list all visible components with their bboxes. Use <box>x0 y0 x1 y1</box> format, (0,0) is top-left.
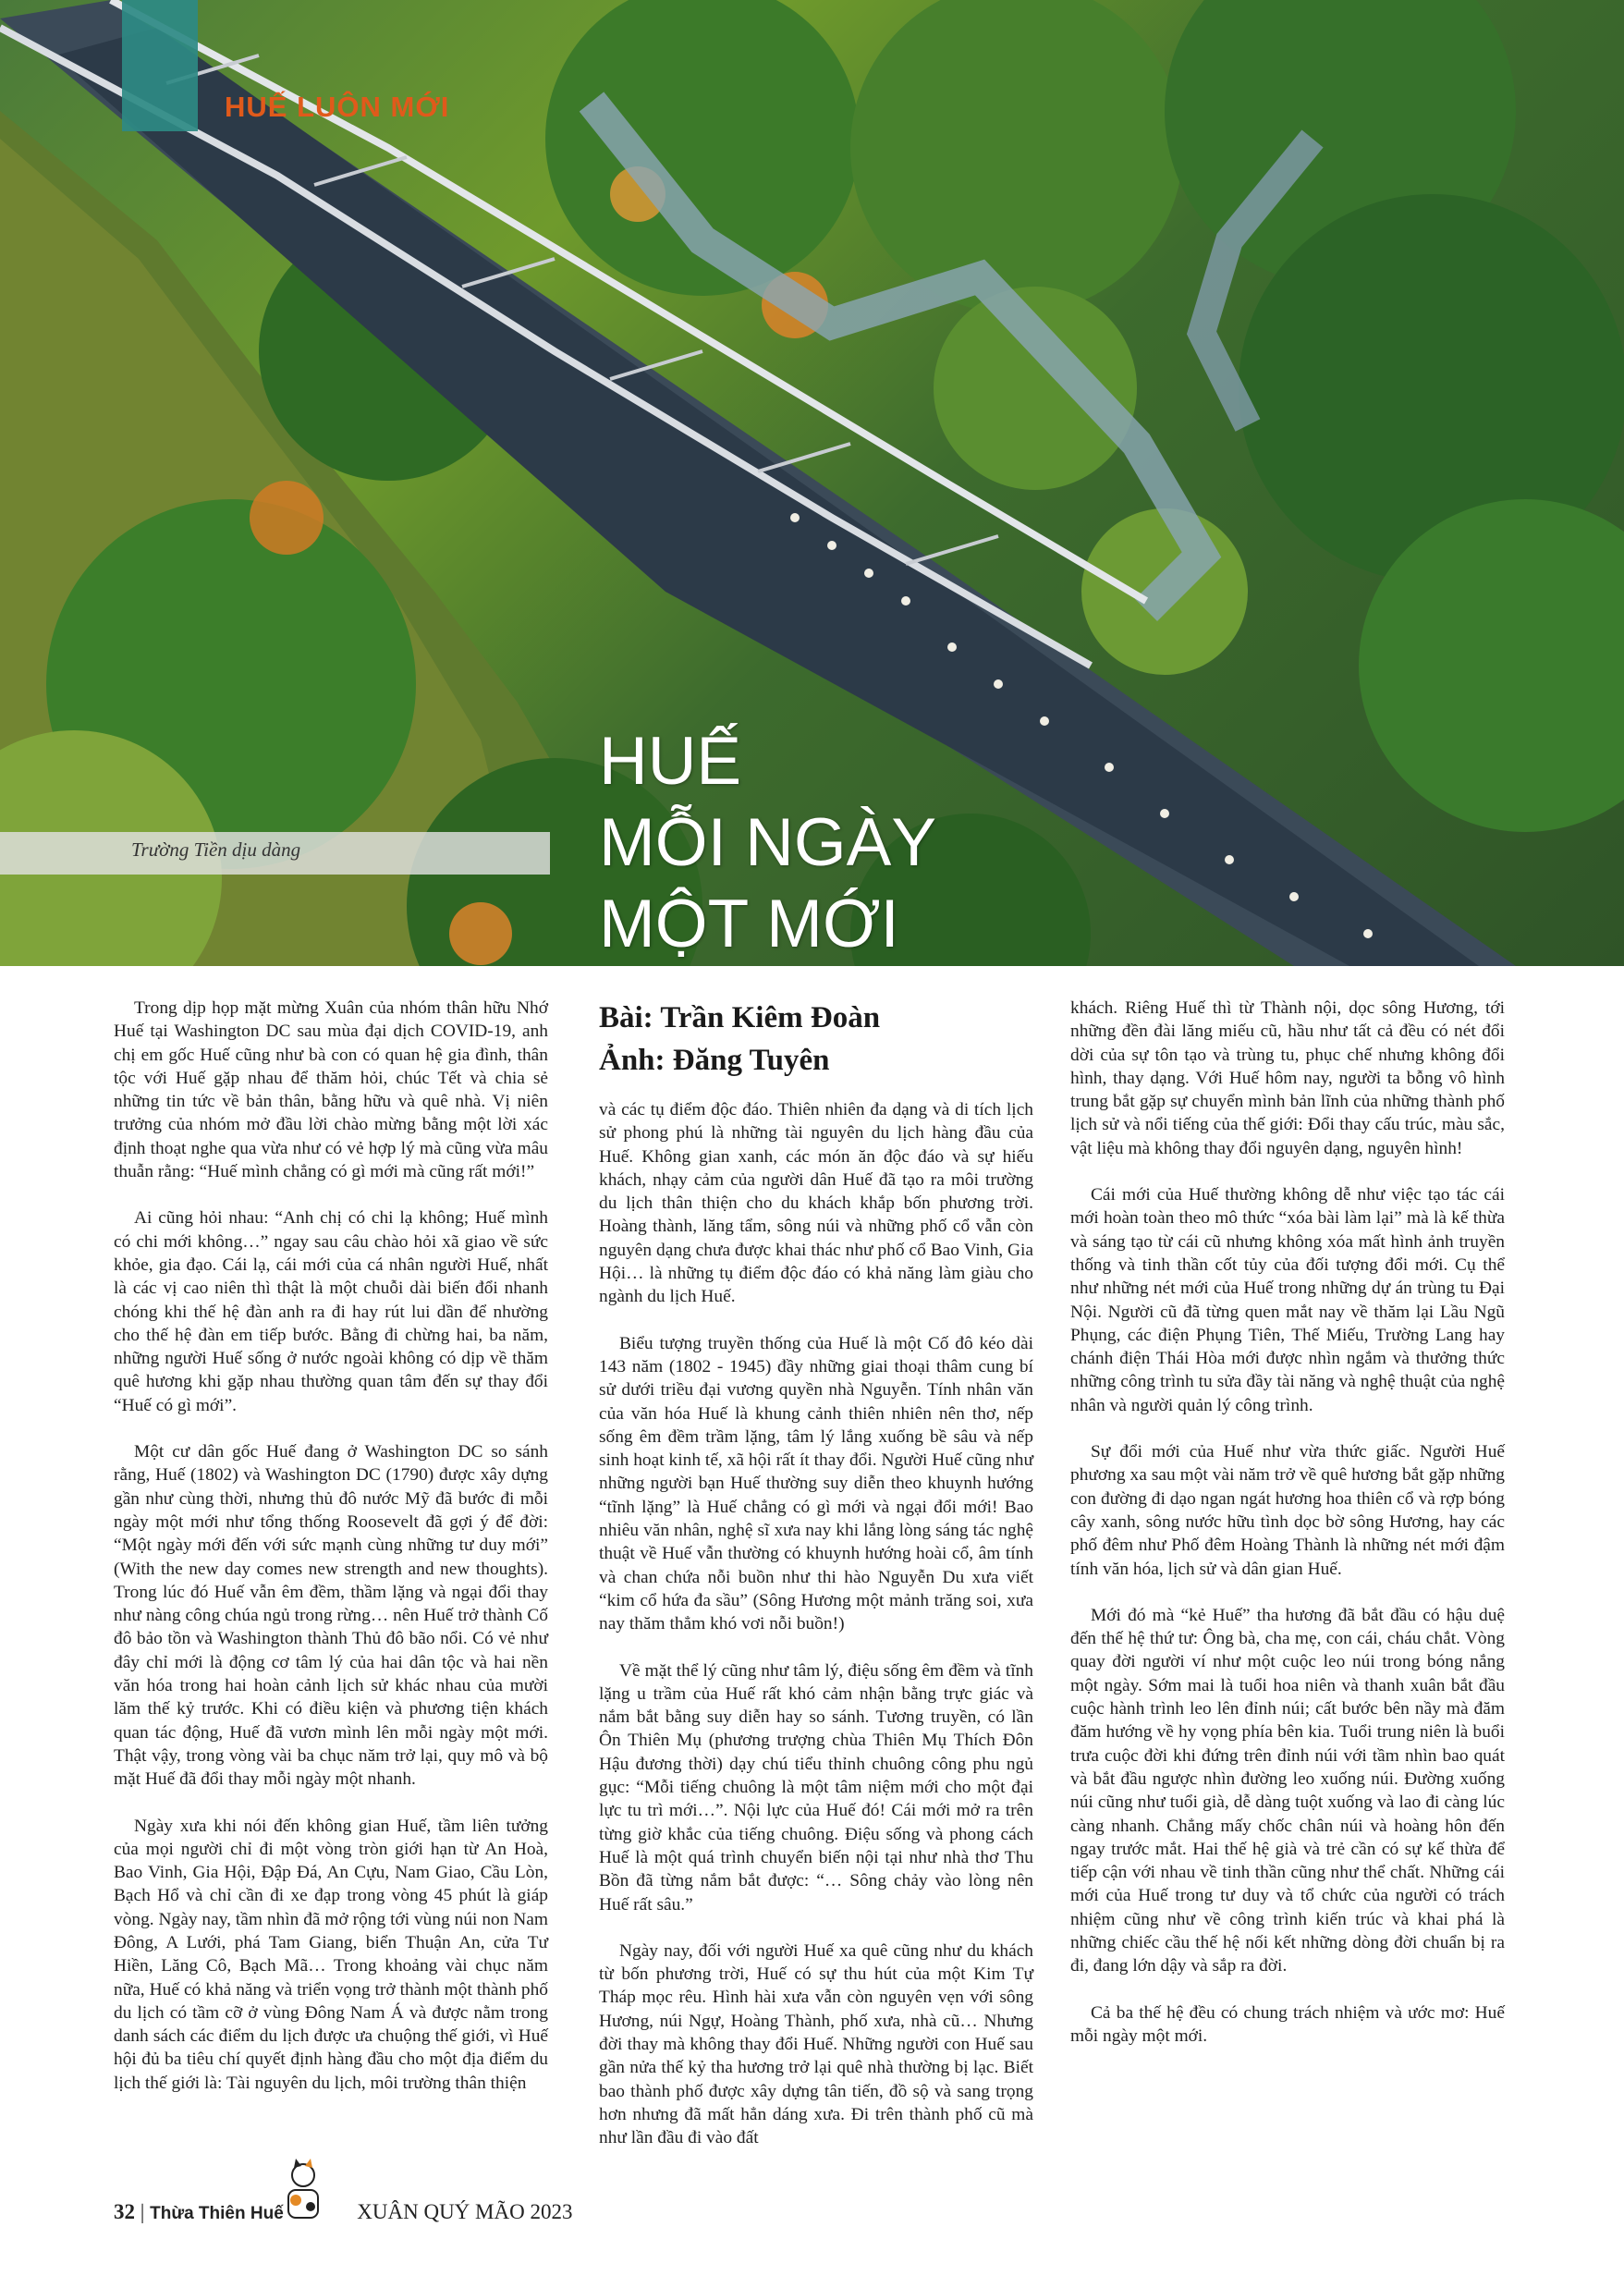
section-label: HUẾ LUÔN MỚI <box>225 91 450 123</box>
headline-line-2: MỖI NGÀY <box>599 805 937 880</box>
paragraph: và các tụ điểm độc đáo. Thiên nhiên đa dạng và di tích lịch sử phong phú là những tài nguyên du lịch hàng đầu của Huế. Không gian xanh, các món ăn độc đáo và sự hiếu khách, nhạy cảm của người dân Huế đã tạo ra môi trường du lịch thân thiện cho du khách khắp bốn phương trời. Hoàng thành, lăng tẩm, sông núi và những phố cổ vẫn còn nguyên dạng chưa được khai thác như phố cổ Bao Vinh, Gia Hội… là những tụ điểm độc đáo có khả năng làm giàu cho ngành du lịch Huế. <box>599 1100 1033 1307</box>
magazine-name: Thừa Thiên Huế <box>150 2204 284 2223</box>
paragraph: Sự đổi mới của Huế như vừa thức giấc. Người Huế phương xa sau một vài năm trở về quê hương bắt gặp những con đường đi dạo ngan ngát hương hoa thiên cổ và rợp bóng cây xanh, sông nước hữu tình dọc bờ sông Hương, hay các phố đêm như Phố đêm Hoàng Thành là những nét mới đậm tính văn hóa, lịch sử và dân gian Huế. <box>1070 1442 1505 1579</box>
article-column-3 <box>1070 997 1505 2071</box>
headline-line-3: MỘT MỚI <box>599 887 899 961</box>
paragraph: Cái mới của Huế thường không dễ như việc tạo tác cái mới hoàn toàn theo mô thức “xóa bài làm lại” mà là kế thừa và sáng tạo từ cái cũ nhưng không xóa mất hình ảnh truyền thống và tinh thần cốt tủy của đối tượng đổi mới. Cụ thể như những nét mới của Huế trong những dự án trùng tu Đại Nội. Người cũ đã từng quen mắt nay về thăm lại Lầu Ngũ Phụng, các điện Phụng Tiên, Thế Miếu, Trường Lang hay chánh điện Thái Hòa mới được nhìn ngắm và thưởng thức những công trình tu sửa đầy tài năng và nghệ thuật của nghệ nhân và người quản lý công trình. <box>1070 1185 1505 1415</box>
footer-separator: | <box>140 2200 145 2223</box>
paragraph: Ngày nay, đối với người Huế xa quê cũng như du khách từ bốn phương trời, Huế có sự thu hút của một Kim Tự Tháp mọc rêu. Hình hài xưa vẫn còn nguyên vẹn với sông Hương, núi Ngự, Hoàng Thành, phố xưa, nhà cũ… Nhưng đời thay mà không thay đổi Huế. Những người con Huế sau gần nửa thế kỷ tha hương trở lại quê nhà thường bị lạc. Biết bao thành phố được xây dựng tân tiến, đồ sộ và sang trọng hơn nhưng đã mất hẳn dáng xưa. Đi trên thành phố cũ mà như lần đầu đi vào đất <box>599 1940 1033 2148</box>
byline-author: Bài: Trần Kiêm Đoàn <box>599 1001 881 1034</box>
paragraph: Trong dịp họp mặt mừng Xuân của nhóm thân hữu Nhớ Huế tại Washington DC sau mùa đại dịch COVID-19, anh chị em gốc Huế cũng như bà con có quan hệ gia đình, thân tộc với Huế gặp nhau để thăm hỏi, chúc Tết và chia sẻ những tin tức về bản thân, bằng hữu và quê nhà. Vị niên trưởng của nhóm mở đầu lời chào mừng bằng một lời xác định thoạt nghe qua vừa như có vẻ hợp lý mà cũng vừa mâu thuẫn rằng: “Huế mình chẳng có gì mới mà cũng rất mới!” <box>114 998 548 1182</box>
page-number: 32 <box>114 2200 135 2223</box>
article-column-2 <box>599 997 1033 2172</box>
paragraph: Ai cũng hỏi nhau: “Anh chị có chi lạ không; Huế mình có chi mới không…” ngay sau câu chào hỏi xã giao về sức khỏe, gia đạo. Cái lạ, cái mới của cá nhân người Huế, nhất là các vị cao niên thì thật là một chuỗi dài biến đổi nhanh chóng khi thế hệ đàn anh ra đi hay rút lui dần để nhường cho thế hệ đàn em tiếp bước. Bằng đi chừng hai, ba năm, những người Huế sống ở nước ngoài không có dịp về thăm quê hương khi gặp nhau thường quan tâm đến sự thay đổi “Huế có gì mới”. <box>114 1208 548 1415</box>
paragraph: Về mặt thể lý cũng như tâm lý, điệu sống êm đềm và tĩnh lặng u trầm của Huế rất khó cảm nhận bằng trực giác và nắm bắt bằng suy diễn hay so sánh. Tương truyền, có lần Ôn Thiên Mụ (phương trượng chùa Thiên Mụ Thích Đôn Hậu đương thời) dạy chú tiểu thỉnh chuông công phu ngủ gục: “Mỗi tiếng chuông là một tâm niệm mới cho một đại lực tu trì mới…”. Nội lực của Huế đó! Cái mới mở ra trên từng giờ khắc của tiếng chuông. Điệu sống và phong cách Huế là một quá trình chuyển biến nội tại như nhà thơ Thu Bồn đã từng nắm bắt được: “… Sông chảy vào lòng nên Huế rất sâu.” <box>599 1660 1033 1915</box>
paragraph: Ngày xưa khi nói đến không gian Huế, tầm liên tưởng của mọi người chỉ đi một vòng tròn giới hạn từ An Hoà, Bao Vinh, Gia Hội, Đập Đá, An Cựu, Nam Giao, Cầu Lòn, Bạch Hổ và chỉ cần đi xe đạp trong vòng 45 phút là giáp vòng. Ngày nay, tầm nhìn đã mở rộng tới vùng núi non Nam Đông, A Lưới, phá Tam Giang, biển Thuận An, cửa Tư Hiền, Lăng Cô, Bạch Mã… Trong khoảng vài chục năm nữa, Huế có khả năng và triển vọng trở thành một thành phố du lịch có tầm cỡ ở vùng Đông Nam Á và được nằm trong danh sách các điểm du lịch được ưa chuộng thế giới, vì Huế hội đủ ba tiêu chí quyết định hàng đầu cho một địa điểm du lịch thế giới là: Tài nguyên du lịch, môi trường thân thiện <box>114 1816 548 2093</box>
page-footer <box>114 2200 572 2224</box>
paragraph: Biểu tượng truyền thống của Huế là một Cố đô kéo dài 143 năm (1802 - 1945) đầy những giai thoại thâm cung bí sử dưới triều đại vương quyền nhà Nguyễn. Tính nhân văn của văn hóa Huế là khung cảnh thiên nhiên nên thơ, nếp sống êm đềm trầm lặng, tâm lý lắng xuống bề sâu và nếp sinh hoạt kinh tế, xã hội rất ít thay đổi. Người Huế cũng như những người bạn Huế thường suy diễn theo khuynh hướng “tĩnh lặng” là Huế chẳng có gì mới và ngại đổi mới! Bao nhiêu văn nhân, nghệ sĩ xưa nay khi lắng lòng sáng tác nghệ thuật về Huế vẫn thường có khuynh hướng hoài cổ, âm tính và chan chứa nỗi buồn như thi hào Nguyễn Du xưa viết “kim cổ hứa đa sầu” (Sông Hương một mảnh trăng soi, xưa nay thăm thẳm khó vơi nỗi buồn!) <box>599 1333 1033 1634</box>
article-column-1 <box>114 997 548 2118</box>
headline-line-1: HUẾ <box>599 724 742 799</box>
paragraph: Cả ba thế hệ đều có chung trách nhiệm và ước mơ: Huế mỗi ngày một mới. <box>1070 2002 1505 2046</box>
byline-photo: Ảnh: Đăng Tuyên <box>599 1044 830 1077</box>
paragraph: khách. Riêng Huế thì từ Thành nội, dọc sông Hương, tới những đền đài lăng miếu cũ, hầu như tất cả đều có nét đổi dời của sự tôn tạo và trùng tu, phục chế nhưng không đổi hình, thay dạng. Với Huế hôm nay, người ta bỗng vô hình trung bắt gặp sự chuyển mình bản lĩnh của những thành phố lịch sử và nổi tiếng của thế giới: Đổi thay cấu trúc, màu sắc, vật liệu mà không thay đổi nguyên dạng, nguyên hình! <box>1070 998 1505 1158</box>
photo-caption: Trường Tiền dịu dàng <box>131 838 301 861</box>
article-headline <box>599 721 1338 965</box>
paragraph: Mới đó mà “kẻ Huế” tha hương đã bắt đầu có hậu duệ đến thế hệ thứ tư: Ông bà, cha mẹ, con cái, cháu chắt. Vòng quay đời người ví như một cuộc leo núi trong bóng nắng một ngày. Sớm mai là tuổi hoa niên và thanh xuân bắt đầu cuộc hành trình leo lên đỉnh núi; cất bước bên nầy mà đăm đăm hướng về hy vọng phía bên kia. Tuổi trung niên là buổi trưa cuộc đời khi đứng trên đỉnh núi với tầm nhìn bao quát và bắt đầu ngược nhìn đường leo xuống núi. Đường xuống núi cũng như tuổi già, dễ dàng tuột xuống và lao đi càng lúc càng nhanh. Chẳng mấy chốc chân núi và hoàng hôn đến ngay trước mắt. Hai thế hệ già và trẻ cần có sự kế thừa để tiếp cận với nhau về tinh thần cũng như thể chất. Những cái mới của Huế trong tư duy và tổ chức của người có trách nhiệm cũng như về công trình kiến trúc và khai phá là những chiếc cầu thế hệ nối kết những dòng đời chuẩn bị ra đi, đang lớn dậy và sắp ra đời. <box>1070 1605 1505 1976</box>
byline <box>599 997 1033 1082</box>
issue-label: XUÂN QUÝ MÃO 2023 <box>357 2200 573 2223</box>
section-color-block <box>122 0 198 131</box>
hero-photo <box>0 0 1624 966</box>
paragraph: Một cư dân gốc Huế đang ở Washington DC so sánh rằng, Huế (1802) và Washington DC (1790) được xây dựng gần như cùng thời, nhưng thủ đô nước Mỹ đã bước đi mỗi ngày một mới như tổng thống Roosevelt đã gợi ý để đời: “Một ngày mới đến với sức mạnh cùng những tư duy mới” (With the new day comes new strength and new thoughts). Trong lúc đó Huế vẫn êm đềm, thầm lặng và ngại đổi thay như nàng công chúa ngủ trong rừng… nên Huế trở thành Cố đô bảo tồn và Washington thành Thủ đô bão nổi. Có vẻ như đây chỉ mới là động cơ tâm lý của hai dân tộc và hai nền văn hóa trong hai hoàn cảnh lịch sử khác nhau của mười lăm thế kỷ trước. Khi có điều kiện và phương tiện khách quan tác động, Huế đã vươn mình lên mỗi ngày một mới. Thật vậy, trong vòng vài ba chục năm trở lại, quy mô và bộ mặt Huế đã đổi thay mỗi ngày một nhanh. <box>114 1442 548 1790</box>
